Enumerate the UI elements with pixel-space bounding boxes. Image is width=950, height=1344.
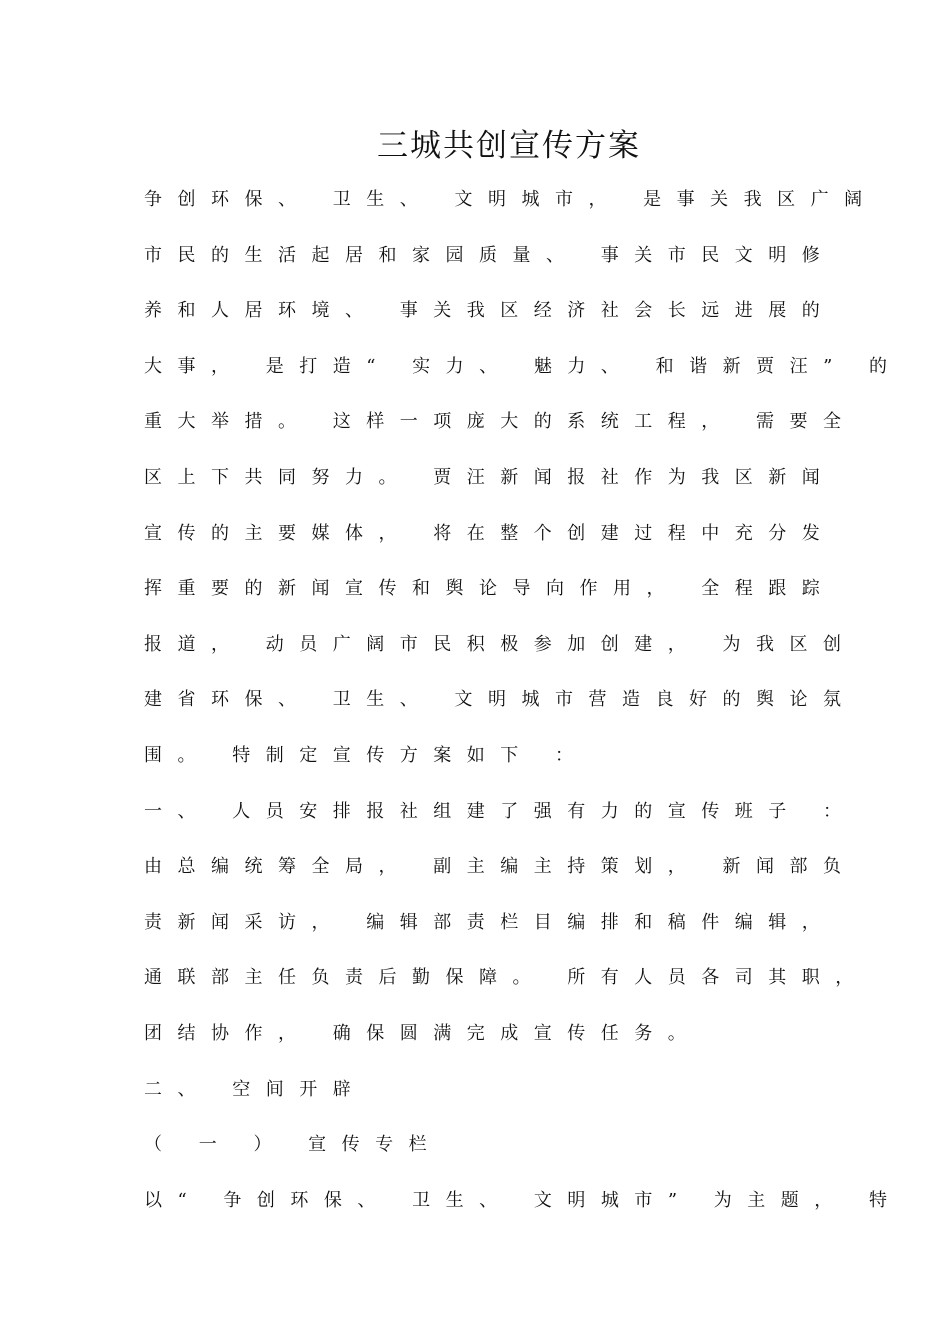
paragraph-line-4: 大事， 是打造“ 实力、 魅力、 和谐新贾汪” 的 bbox=[144, 355, 903, 377]
paragraph-line-5: 重大举措。 这样一项庞大的系统工程， 需要全 bbox=[144, 411, 857, 433]
paragraph-line-16: 团结协作， 确保圆满完成宣传任务。 bbox=[144, 1022, 702, 1044]
paragraph-line-15: 通联部主任负责后勤保障。 所有人员各司其职， bbox=[144, 967, 869, 989]
subsection-heading-1: （ 一 ） 宣传专栏 bbox=[144, 1134, 443, 1156]
paragraph-line-6: 区上下共同努力。 贾汪新闻报社作为我区新闻 bbox=[144, 466, 836, 488]
paragraph-line-11: 围。 特制定宣传方案如下 ： bbox=[144, 744, 589, 766]
paragraph-line-8: 挥重要的新闻宣传和舆论导向作用， 全程跟踪 bbox=[144, 578, 836, 600]
paragraph-line-14: 责新闻采访， 编辑部责栏目编排和稿件编辑， bbox=[144, 911, 836, 933]
paragraph-line-3: 养和人居环境、 事关我区经济社会长远进展的 bbox=[144, 300, 836, 322]
paragraph-line-7: 宣传的主要媒体， 将在整个创建过程中充分发 bbox=[144, 522, 836, 544]
document-title: 三城共创宣传方案 bbox=[377, 128, 641, 164]
section-heading-1: 一、 人员安排报社组建了强有力的宣传班子 ： bbox=[144, 800, 857, 822]
paragraph-line-9: 报道， 动员广阔市民积极参加创建， 为我区创 bbox=[144, 633, 857, 655]
paragraph-line-10: 建省环保、 卫生、 文明城市营造良好的舆论氛 bbox=[144, 689, 857, 711]
paragraph-line-2: 市民的生活起居和家园质量、 事关市民文明修 bbox=[144, 244, 836, 266]
paragraph-line-1: 争创环保、 卫生、 文明城市， 是事关我区广阔 bbox=[144, 189, 878, 210]
document-body bbox=[144, 180, 903, 1236]
paragraph-line-13: 由总编统筹全局， 副主编主持策划， 新闻部负 bbox=[144, 856, 857, 878]
paragraph-line-19: 以“ 争创环保、 卫生、 文明城市” 为主题， 特 bbox=[144, 1189, 903, 1211]
section-heading-2: 二、 空间开辟 bbox=[144, 1078, 367, 1100]
